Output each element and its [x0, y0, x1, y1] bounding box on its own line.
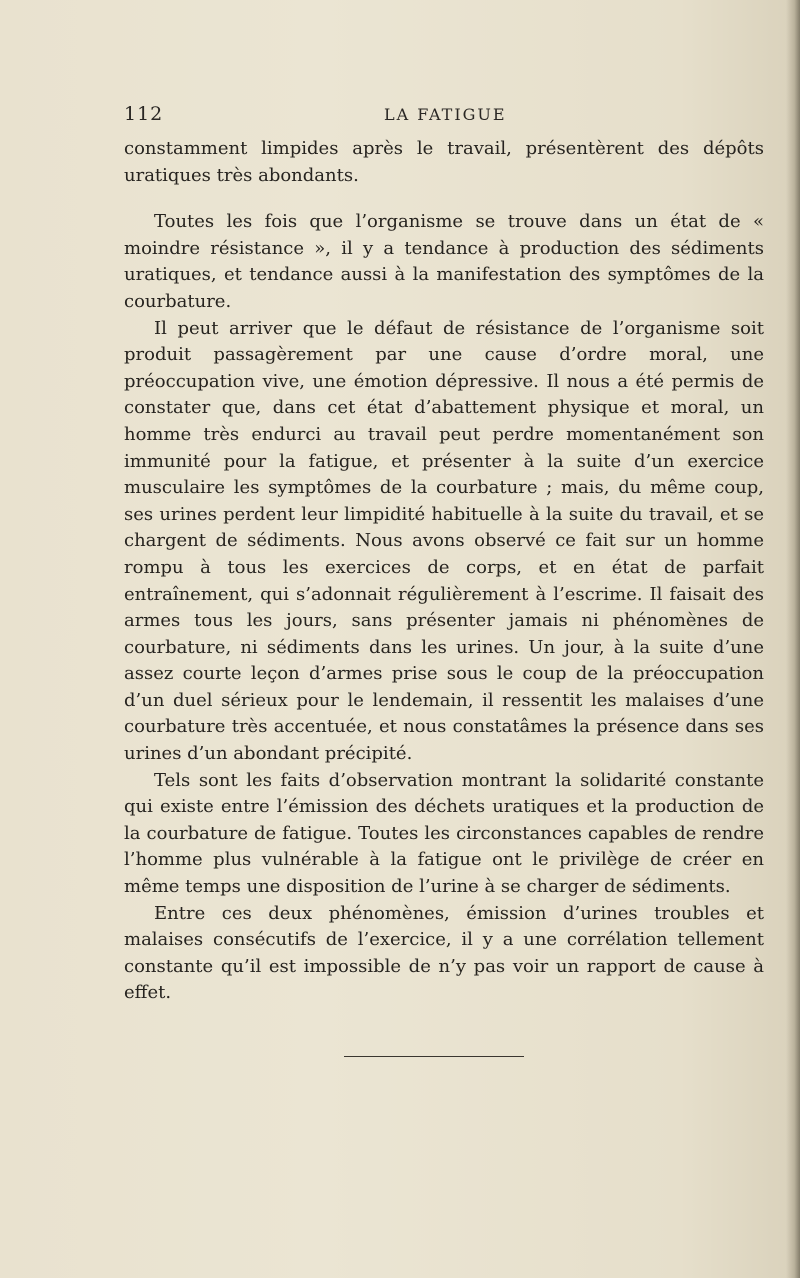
page-edge-shadow — [786, 0, 800, 1278]
paragraph: Toutes les fois que l’organisme se trouve dans un état de « moindre résistance », il y a tendance à production des sédiments uratiques, et tendance aussi à la manifestation des symptômes de la courbature. — [124, 211, 764, 312]
section-end-rule — [344, 1056, 524, 1057]
paragraph: Entre ces deux phénomènes, émission d’urines troubles et malaises consécutifs de l’exercice, il y a une corrélation tellement constante qu’il est impossible de n’y pas voir un rapport de cause à effet. — [124, 902, 764, 1004]
paragraph: Il peut arriver que le défaut de résistance de l’organisme soit produit passagèrement par une cause d’ordre moral, une préoccupation vive, une émotion dépressive. Il nous a été permis de constater que, dans cet état d’abattement physique et moral, un homme très endurci au travail peut perdre momentanément son immunité pour la fatigue, et présenter à la suite d’un exercice musculaire les symptômes de la courbature ; mais, du même coup, ses urines perdent leur limpidité habituelle à la suite du travail, et se chargent de sédiments. Nous avons observé ce fait sur un homme rompu à tous les exercices de corps, et en état de parfait entraînement, qui s’adonnait régulièrement à l’escrime. Il faisait des armes tous les jours, sans présenter jamais ni phénomènes de courbature, ni sédiments dans les urines. Un jour, à la suite d’une assez courte leçon d’armes prise sous le coup de la préoccupation d’un duel sérieux pour le lendemain, il ressentit les malaises d’une courbature très accentuée, et nous constatâmes la présence dans ses urines d’un abondant précipité. — [124, 317, 764, 765]
running-head: LA FATIGUE — [384, 105, 507, 124]
paragraph-continuation: constamment limpides après le travail, présentèrent des dépôts uratiques très abondants. — [124, 138, 764, 186]
page-number: 112 — [124, 103, 164, 125]
body-text — [124, 136, 764, 1007]
paragraph: Tels sont les faits d’observation montrant la solidarité constante qui existe entre l’émission des déchets uratiques et la production de la courbature de fatigue. Toutes les circonstances capables de rendre l’homme plus vulnérable à la fatigue ont le privilège de créer en même temps une disposition de l’urine à se charger de sédiments. — [124, 769, 764, 898]
page-header — [124, 103, 764, 127]
